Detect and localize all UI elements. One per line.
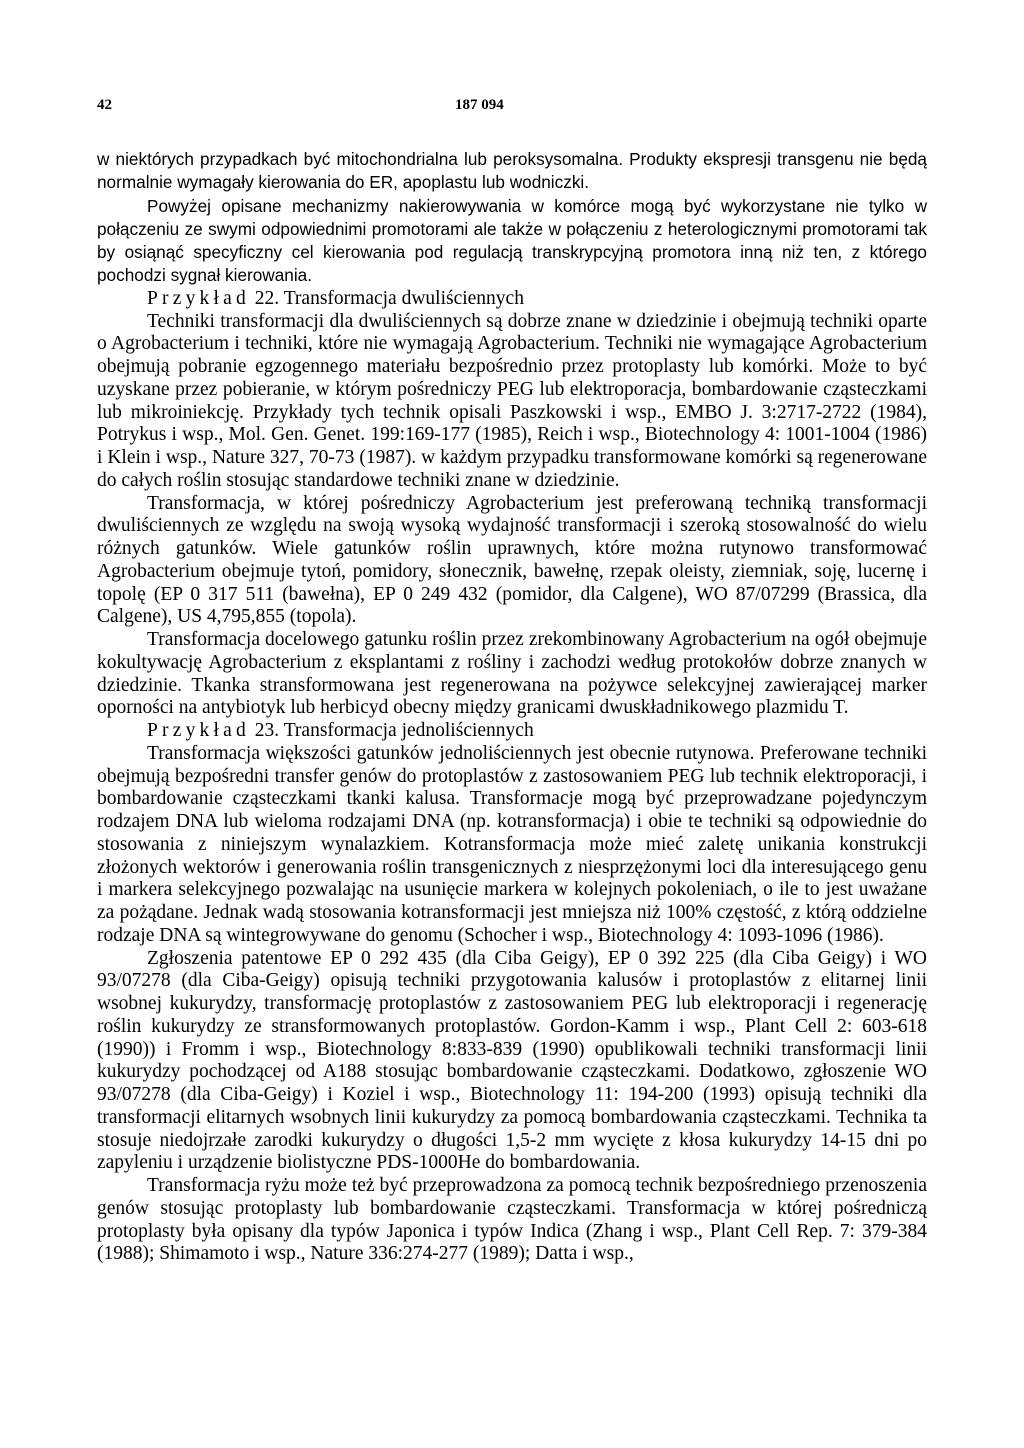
example-label: Przykład [147,720,250,742]
paragraph: Transformacja, w której pośredniczy Agrobacterium jest preferowaną techniką transformacji dwuliściennych ze względu na swoją wysoką wydajność transformacji i szeroką stosowalność do wielu różnych gatunków. Wiele gatunków roślin uprawnych, które można rutynowo transformować Agrobacterium obejmuje tytoń, pomidory, słonecznik, bawełnę, rzepak oleisty, ziemniak, soję, lucernę i topolę (EP 0 317 511 (bawełna), EP 0 249 432 (pomidor, dla Calgene), WO 87/07299 (Brassica, dla Calgene), US 4,795,855 (topola). [97,492,927,628]
paragraph: Zgłoszenia patentowe EP 0 292 435 (dla Ciba Geigy), EP 0 392 225 (dla Ciba Geigy) i WO 93/07278 (dla Ciba-Geigy) opisują techniki przygotowania kalusów i protoplastów z elitarnej linii wsobnej kukurydzy, transformację protoplastów z zastosowaniem PEG lub elektroporacji i regenerację roślin kukurydzy ze stransformowanych protoplastów. Gordon-Kamm i wsp., Plant Cell 2: 603-618 (1990)) i Fromm i wsp., Biotechnology 8:833-839 (1990) opublikowali techniki transformacji linii kukurydzy pochodzącej od A188 stosując bombardowanie cząsteczkami. Dodatkowo, zgłoszenie WO 93/07278 (dla Ciba-Geigy) i Koziel i wsp., Biotechnology 11: 194-200 (1993) opisują techniki dla transformacji elitarnych wsobnych linii kukurydzy za pomocą bombardowania cząsteczkami. Technika ta stosuje niedojrzałe zarodki kukurydzy o długości 1,5-2 mm wycięte z kłosa kukurydzy 14-15 dni po zapyleniu i urządzenie biolistyczne PDS-1000He do bombardowania. [97,947,927,1174]
document-body [97,148,927,1266]
paragraph: Transformacja większości gatunków jednoliściennych jest obecnie rutynowa. Preferowane techniki obejmują bezpośredni transfer genów do protoplastów z zastosowaniem PEG lub technik elektroporacji, i bombardowanie cząsteczkami tkanki kalusa. Transformacje mogą być przeprowadzane pojedynczym rodzajem DNA lub wieloma rodzajami DNA (np. kotransformacja) i obie te techniki są odpowiednie do stosowania z niniejszym wynalazkiem. Kotransformacja może mieć zaletę unikania konstrukcji złożonych wektorów i generowania roślin transgenicznych z niesprzężonymi loci dla interesującego genu i markera selekcyjnego pozwalając na usunięcie markera w kolejnych pokoleniach, o ile to jest uważane za pożądane. Jednak wadą stosowania kotransformacji jest mniejsza niż 100% częstość, z którą oddzielne rodzaje DNA są wintegrowywane do genomu (Schocher i wsp., Biotechnology 4: 1093-1096 (1986). [97,742,927,946]
paragraph: Transformacja docelowego gatunku roślin przez zrekombinowany Agrobacterium na ogół obejmuje kokultywację Agrobacterium z eksplantami z rośliny i zachodzi według protokołów dobrze znanych w dziedzinie. Tkanka stransformowana jest regenerowana na pożywce selekcyjnej zawierającej marker oporności na antybiotyk lub herbicyd obecny między granicami dwuskładnikowego plazmidu T. [97,629,927,719]
paragraph: Transformacja ryżu może też być przeprowadzona za pomocą technik bezpośredniego przenoszenia genów stosując protoplasty lub bombardowanie cząsteczkami. Transformacja w której pośredniczą protoplasty była opisany dla typów Japonica i typów Indica (Zhang i wsp., Plant Cell Rep. 7: 379-384 (1988); Shimamoto i wsp., Nature 336:274-277 (1989); Datta i wsp., [97,1175,927,1265]
page-number: 42 [97,97,112,113]
page-header [97,97,927,117]
paragraph: w niektórych przypadkach być mitochondrialna lub peroksysomalna. Produkty ekspresji transgenu nie będą normalnie wymagały kierowania do ER, apoplastu lub wodniczki. [97,149,927,193]
example-title: 23. Transformacja jednoliściennych [249,720,534,742]
example-heading [97,720,927,743]
example-title: 22. Transformacja dwuliściennych [249,287,524,309]
example-label: Przykład [147,287,250,309]
paragraph: Powyżej opisane mechanizmy nakierowywania w komórce mogą być wykorzystane nie tylko w połączeniu ze swymi odpowiednimi promotorami ale także w połączeniu z heterologicznymi promotorami tak by osiąnąć specyficzny cel kierowania pod regulacją transkrypcyjną promotora inną niż ten, z którego pochodzi sygnał kierowania. [97,195,927,286]
document-number: 187 094 [455,97,504,113]
example-heading [97,288,927,311]
paragraph: Techniki transformacji dla dwuliściennych są dobrze znane w dziedzinie i obejmują techniki oparte o Agrobacterium i techniki, które nie wymagają Agrobacterium. Techniki nie wymagające Agrobacterium obejmują pobranie egzogennego materiału bezpośrednio przez protoplasty lub komórki. Może to być uzyskane przez pobieranie, w którym pośredniczy PEG lub elektroporacja, bombardowanie cząsteczkami lub mikroiniekcję. Przykłady tych technik opisali Paszkowski i wsp., EMBO J. 3:2717-2722 (1984), Potrykus i wsp., Mol. Gen. Genet. 199:169-177 (1985), Reich i wsp., Biotechnology 4: 1001-1004 (1986) i Klein i wsp., Nature 327, 70-73 (1987). w każdym przypadku transformowane komórki są regenerowane do całych roślin stosując standardowe techniki znane w dziedzinie. [97,310,927,491]
